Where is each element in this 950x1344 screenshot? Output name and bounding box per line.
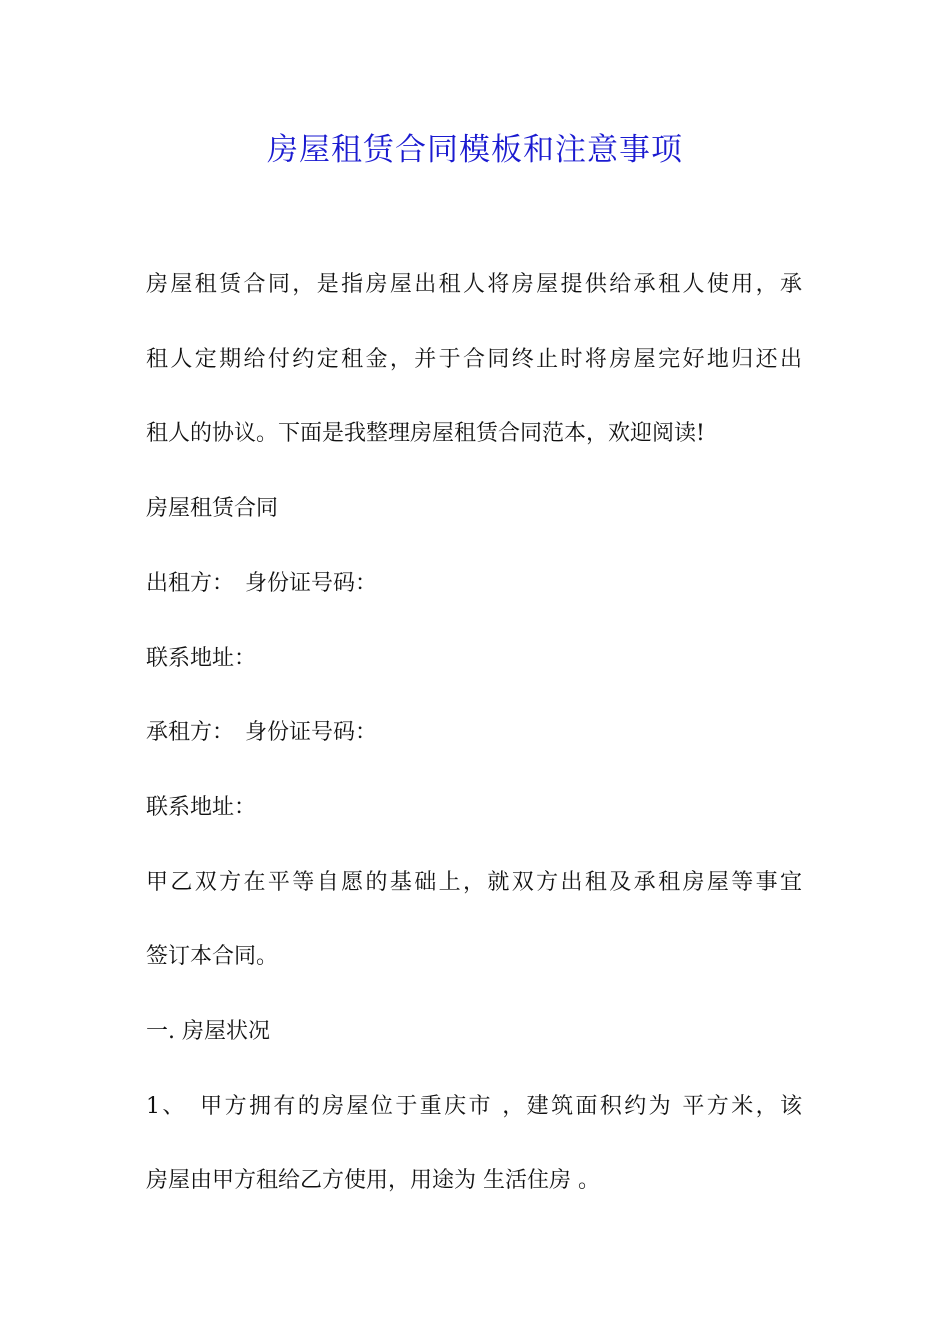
section-heading-house-status: 一. 房屋状况 xyxy=(146,1019,270,1044)
clause-1-line-2: 房屋由甲方租给乙方使用，用途为 生活住房 。 xyxy=(146,1168,600,1193)
lessor-line: 出租方： 身份证号码： xyxy=(146,571,378,596)
lessee-line: 承租方： 身份证号码： xyxy=(146,720,378,745)
lessor-address-line: 联系地址： xyxy=(146,646,257,671)
intro-line-3: 租人的协议。下面是我整理房屋租赁合同范本，欢迎阅读! xyxy=(146,421,705,446)
agreement-line-2: 签订本合同。 xyxy=(146,944,279,969)
intro-line-2: 租人定期给付约定租金，并于合同终止时将房屋完好地归还出 xyxy=(146,347,802,372)
lessee-address-line: 联系地址： xyxy=(146,795,257,820)
intro-line-1: 房屋租赁合同，是指房屋出租人将房屋提供给承租人使用，承 xyxy=(146,272,802,297)
contract-heading: 房屋租赁合同 xyxy=(146,496,279,521)
agreement-line-1: 甲乙双方在平等自愿的基础上，就双方出租及承租房屋等事宜 xyxy=(146,870,802,895)
document-title: 房屋租赁合同模板和注意事项 xyxy=(267,132,683,168)
clause-1-line-1: 1、 甲方拥有的房屋位于重庆市 ，建筑面积约为 平方米，该 xyxy=(146,1094,802,1119)
